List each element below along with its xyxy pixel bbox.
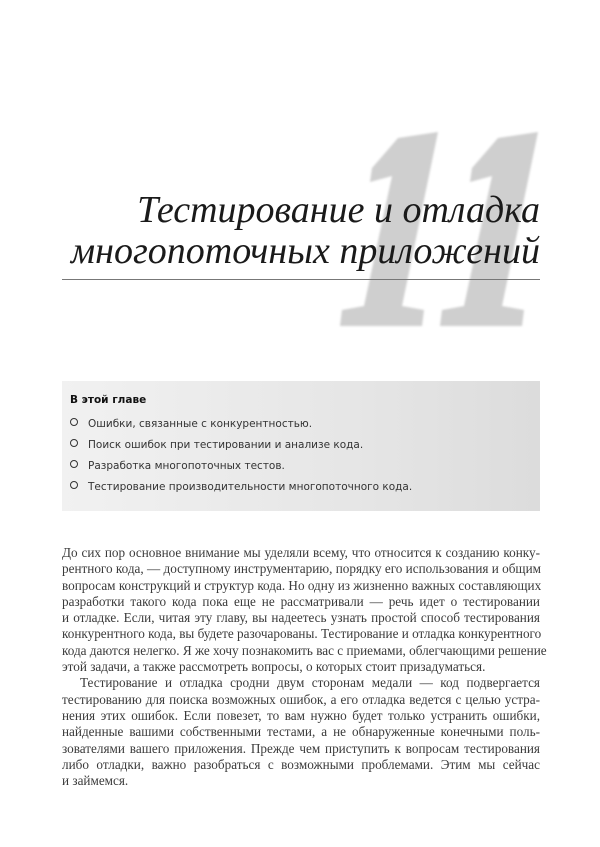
text-line: и займемся. <box>62 773 129 789</box>
text-line: Тестирование и отладка сродни двум сторонам медали — код подвергается <box>80 675 540 691</box>
body-text <box>62 545 547 789</box>
contents-item-label: Тестирование производительности многопоточного кода. <box>88 481 413 493</box>
contents-item <box>70 439 363 451</box>
text-line: этой задачи, а также рассмотреть вопросы, о которых стоит призадуматься. <box>62 659 486 675</box>
contents-item <box>70 460 285 472</box>
chapter-title <box>71 190 540 272</box>
contents-item <box>70 481 412 493</box>
contents-item-label: Ошибки, связанные с конкурентностью. <box>88 418 313 430</box>
text-line: До сих пор основное внимание мы уделяли всему, что относится к созданию конку- <box>62 545 540 560</box>
text-line: зователями вашего приложения. Прежде чем приступить к вопросам тестирования <box>62 740 540 756</box>
bullet-icon <box>70 481 78 489</box>
text-line: нения этих ошибок. Если повезет, то вам нужно будет только устранить ошибки, <box>62 707 540 723</box>
paragraph <box>62 545 547 675</box>
bullet-icon <box>70 439 78 447</box>
text-line: разработки такого кода пока еще не рассматривали — речь идет о тестировании <box>62 593 540 609</box>
text-line: вопросам конструкций и структур кода. Но одну из жизненно важных составляющих <box>62 577 542 593</box>
title-divider <box>62 279 540 280</box>
contents-item-label: Поиск ошибок при тестировании и анализе кода. <box>88 439 364 451</box>
contents-heading: В этой главе <box>70 394 147 406</box>
chapter-title-line: многопоточных приложений <box>70 230 540 272</box>
chapter-title-line: Тестирование и отладка <box>137 189 540 231</box>
text-line: конкурентного кода, вы будете разочарованы. Тестирование и отладка конкурентного <box>62 626 542 642</box>
bullet-icon <box>70 418 78 426</box>
chapter-contents-box <box>62 381 540 511</box>
contents-item <box>70 418 312 430</box>
text-line: тестированию для поиска возможных ошибок, а его отладка ведется с целью устра- <box>62 691 540 707</box>
bullet-icon <box>70 460 78 468</box>
text-line: найденные вашими собственными тестами, а не обнаруженные конечными поль- <box>62 724 540 740</box>
text-line: кода даются нелегко. Я же хочу познакомить вас с приемами, облегчающими решение <box>62 642 547 658</box>
contents-item-label: Разработка многопоточных тестов. <box>88 460 285 472</box>
text-line: рентного кода, — доступному инструментарию, порядку его использования и общим <box>62 561 541 577</box>
text-line: либо отладки, важно разобраться с возможными проблемами. Этим мы сейчас <box>62 756 540 772</box>
paragraph <box>62 675 540 789</box>
text-line: и отладке. Если, читая эту главу, вы надеетесь узнать простой способ тестирования <box>62 610 540 626</box>
